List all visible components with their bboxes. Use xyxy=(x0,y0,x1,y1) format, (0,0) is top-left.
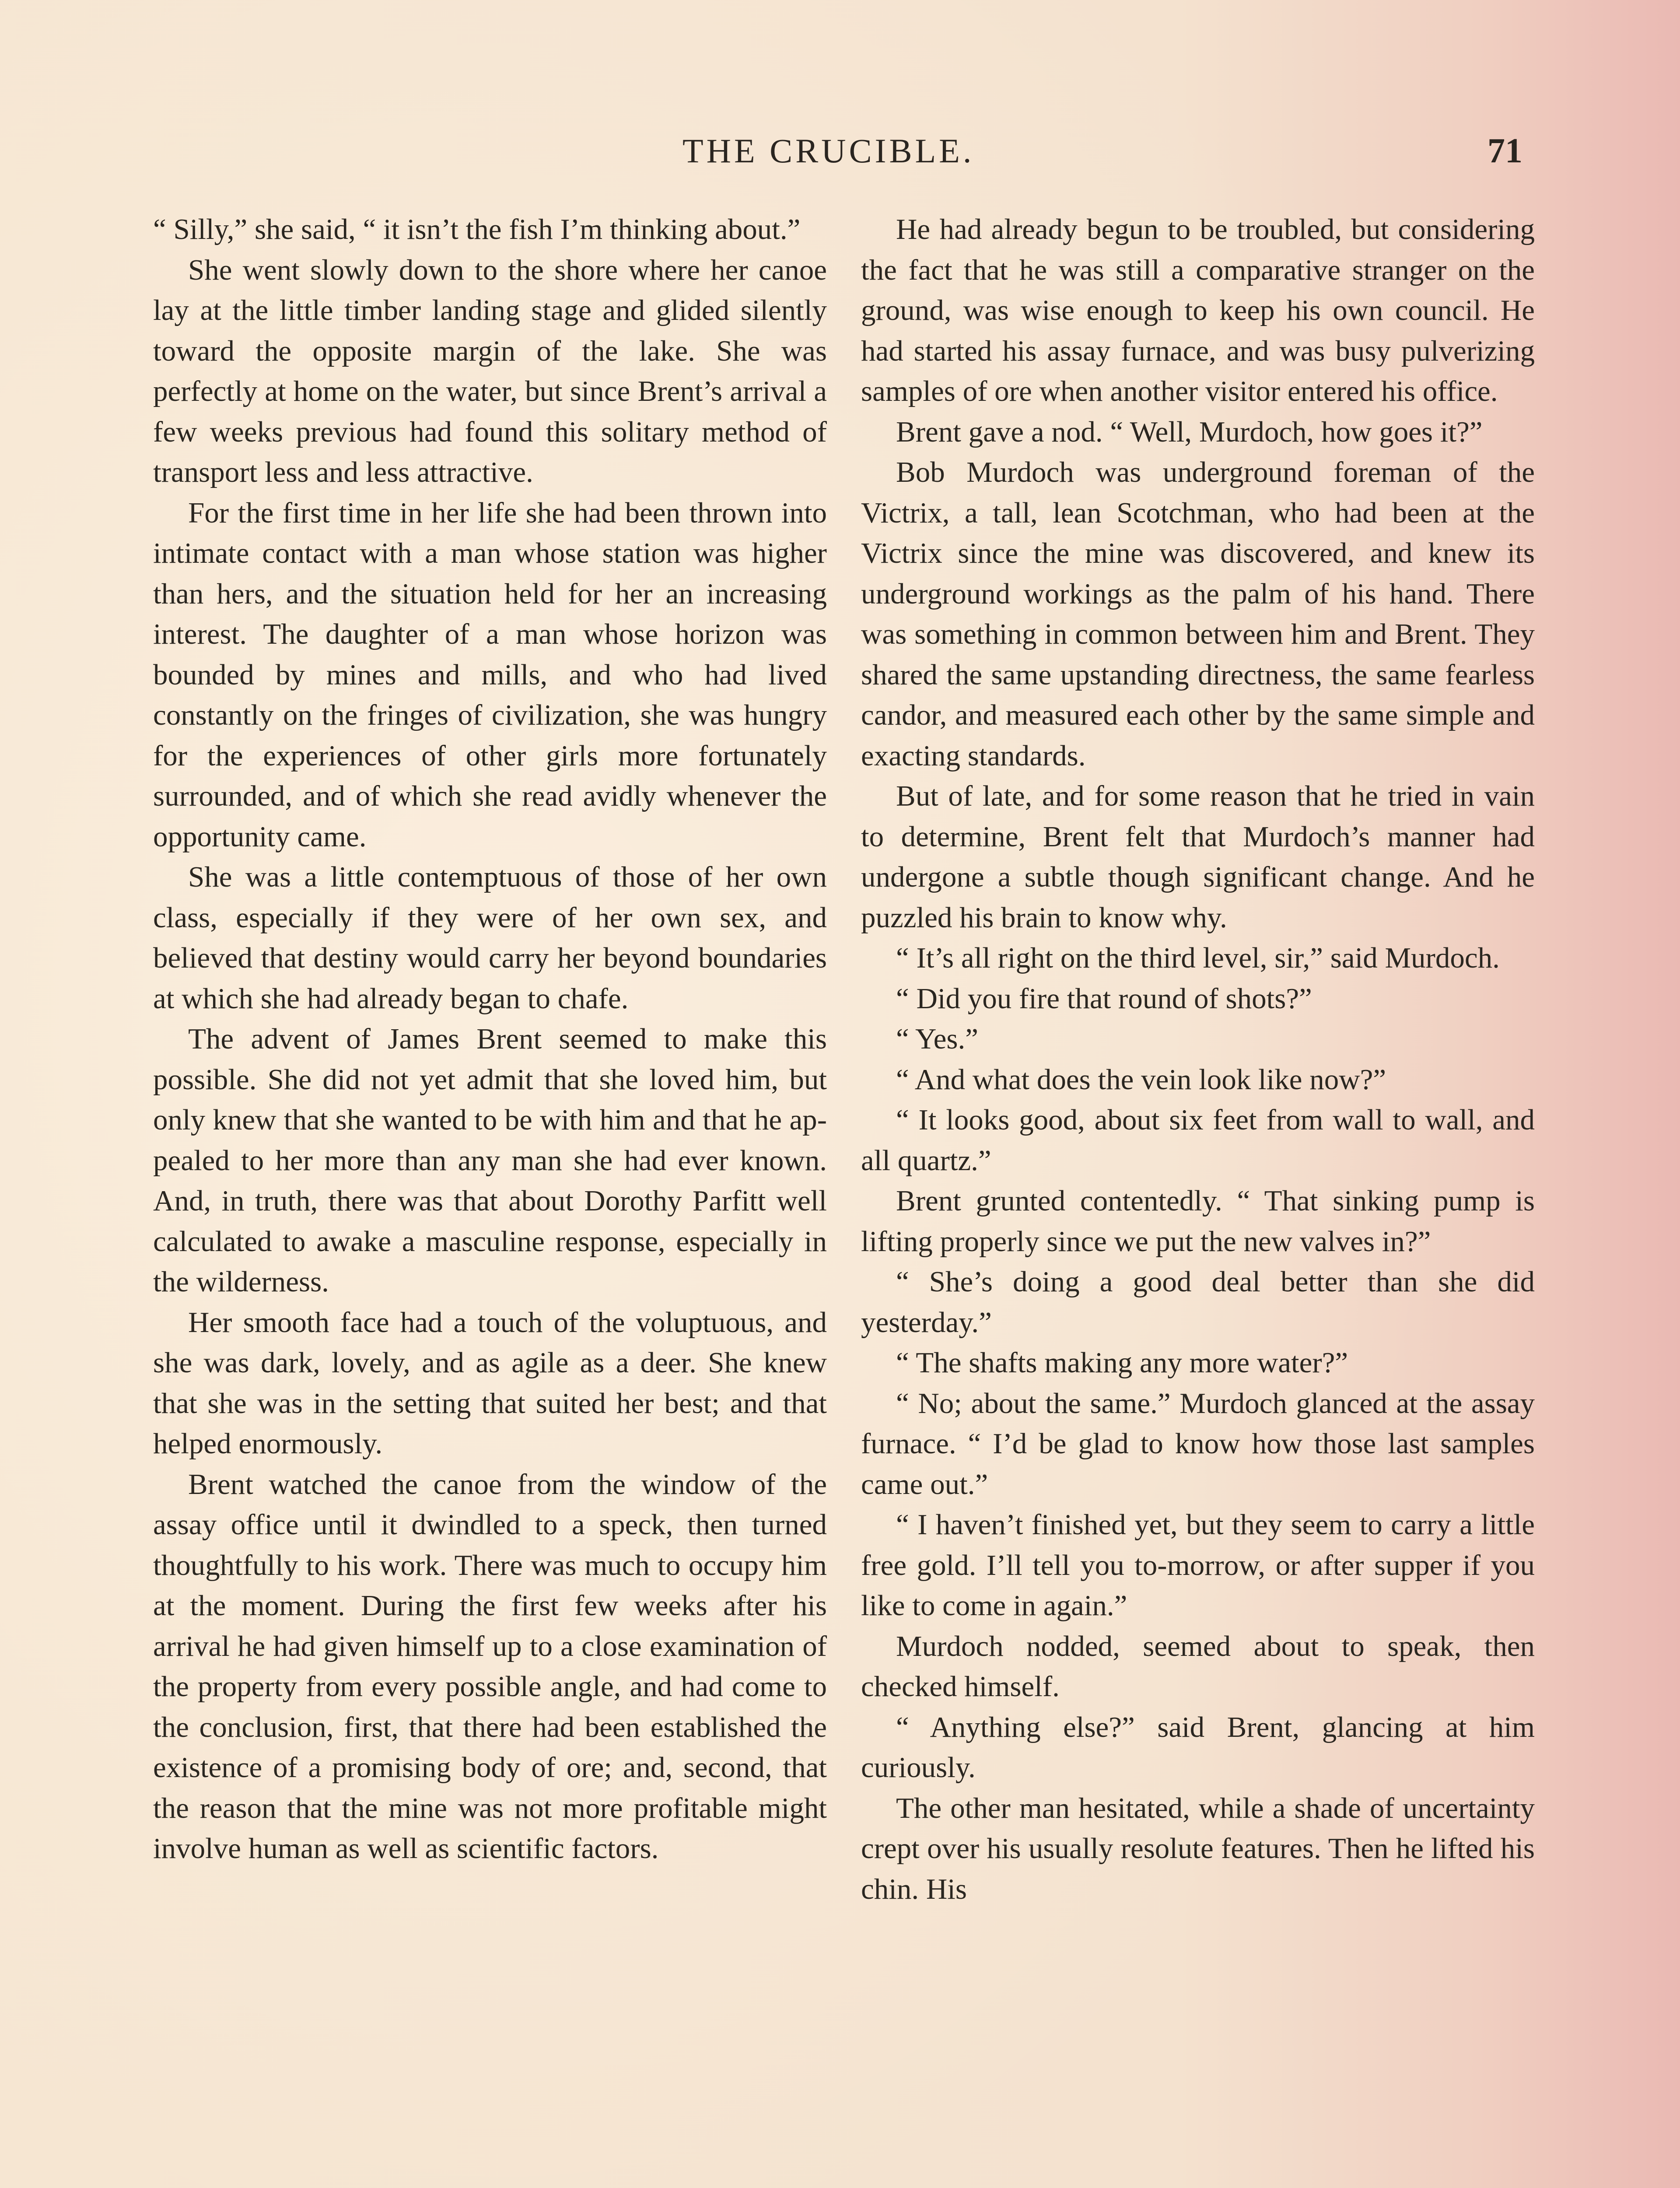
paragraph: He had already begun to be troubled, but considering the fact that he was still a comparative stranger on the ground, was wise enough to keep his own council. He had started his assay furnace, and was busy pulverizing samples of ore when another visitor entered his office. xyxy=(861,213,1535,407)
left-column xyxy=(153,209,827,1869)
paragraph: “ Silly,” she said, “ it isn’t the fish I’m thinking about.” xyxy=(153,213,801,245)
paragraph: “ She’s doing a good deal better than she did yesterday.” xyxy=(861,1266,1535,1339)
paragraph: “ Yes.” xyxy=(896,1023,978,1055)
paragraph: But of late, and for some reason that he tried in vain to determine, Brent felt that Murdoch’s manner had undergone a subtle though significant change. And he puzzled his brain to know why. xyxy=(861,780,1535,934)
paragraph: “ And what does the vein look like now?” xyxy=(896,1063,1386,1096)
paragraph: For the first time in her life she had been thrown into intimate contact with a man whose station was higher than hers, and the situation held for her an increasing interest. The daughter of a man whose horizon was bounded by mines and mills, and who had lived constantly on the fringes of civilization, she was hungry for the experiences of other girls more fortunately surrounded, and of which she read avidly whenever the opportunity came. xyxy=(153,496,827,853)
paragraph: Brent grunted contentedly. “ That sinking pump is lifting properly since we put the new valves in?” xyxy=(861,1185,1535,1258)
paragraph: Her smooth face had a touch of the voluptuous, and she was dark, lovely, and as agile as a deer. She knew that she was in the setting that suited her best; and that helped enormously. xyxy=(153,1306,827,1460)
paragraph: Brent watched the canoe from the window of the assay office until it dwindled to a speck, then turned thoughtfully to his work. There was much to occupy him at the moment. During the first few weeks after his arrival he had given himself up to a close examination of the property from every possible angle, and had come to the conclusion, first, that there had been established the existence of a promising body of ore; and, second, that the reason that the mine was not more profitable might involve human as well as scientific factors. xyxy=(153,1468,827,1865)
paragraph: She went slowly down to the shore where her canoe lay at the little timber landing stage and glided silently toward the opposite margin of the lake. She was perfectly at home on the water, but since Brent’s arrival a few weeks previous had found this solitary method of transport less and less attractive. xyxy=(153,253,827,488)
paragraph: Murdoch nodded, seemed about to speak, then checked himself. xyxy=(861,1630,1535,1703)
page-number: 71 xyxy=(1488,132,1522,170)
running-title: THE CRUCIBLE. xyxy=(682,132,975,170)
paragraph: “ Anything else?” said Brent, glancing at him curiously. xyxy=(861,1711,1535,1784)
paragraph: “ I haven’t finished yet, but they seem to carry a little free gold. I’ll tell you to-morrow, or after supper if you like to come in again.” xyxy=(861,1508,1535,1622)
paragraph: “ The shafts making any more water?” xyxy=(896,1346,1348,1379)
paragraph: “ No; about the same.” Murdoch glanced at the assay furnace. “ I’d be glad to know how those last samples came out.” xyxy=(861,1387,1535,1501)
paragraph: The other man hesitated, while a shade of uncertainty crept over his usually resolute features. Then he lifted his chin. His xyxy=(861,1792,1535,1905)
paragraph: Brent gave a nod. “ Well, Murdoch, how goes it?” xyxy=(896,415,1483,448)
paragraph: Bob Murdoch was underground foreman of the Victrix, a tall, lean Scotchman, who had been at the Victrix since the mine was discovered, and knew its underground workings as the palm of his hand. There was something in common between him and Brent. They shared the same upstanding directness, the same fearless candor, and measured each other by the same simple and exacting standards. xyxy=(861,456,1535,772)
paragraph: “ It’s all right on the third level, sir,” said Murdoch. xyxy=(896,942,1500,974)
paragraph: “ It looks good, about six feet from wall to wall, and all quartz.” xyxy=(861,1104,1535,1177)
paragraph: The advent of James Brent seemed to make this possible. She did not yet admit that she loved him, but only knew that she wanted to be with him and that he appealed to her more than any man she had ever known. And, in truth, there was that about Dorothy Parfitt well calculated to awake a masculine response, especially in the wilderness. xyxy=(153,1023,827,1298)
paragraph: “ Did you fire that round of shots?” xyxy=(896,982,1312,1015)
paragraph: She was a little contemptuous of those of her own class, especially if they were of her own sex, and believed that destiny would carry her beyond boundaries at which she had already began to chafe. xyxy=(153,861,827,1015)
running-header xyxy=(0,131,1680,179)
right-column xyxy=(861,209,1535,1909)
